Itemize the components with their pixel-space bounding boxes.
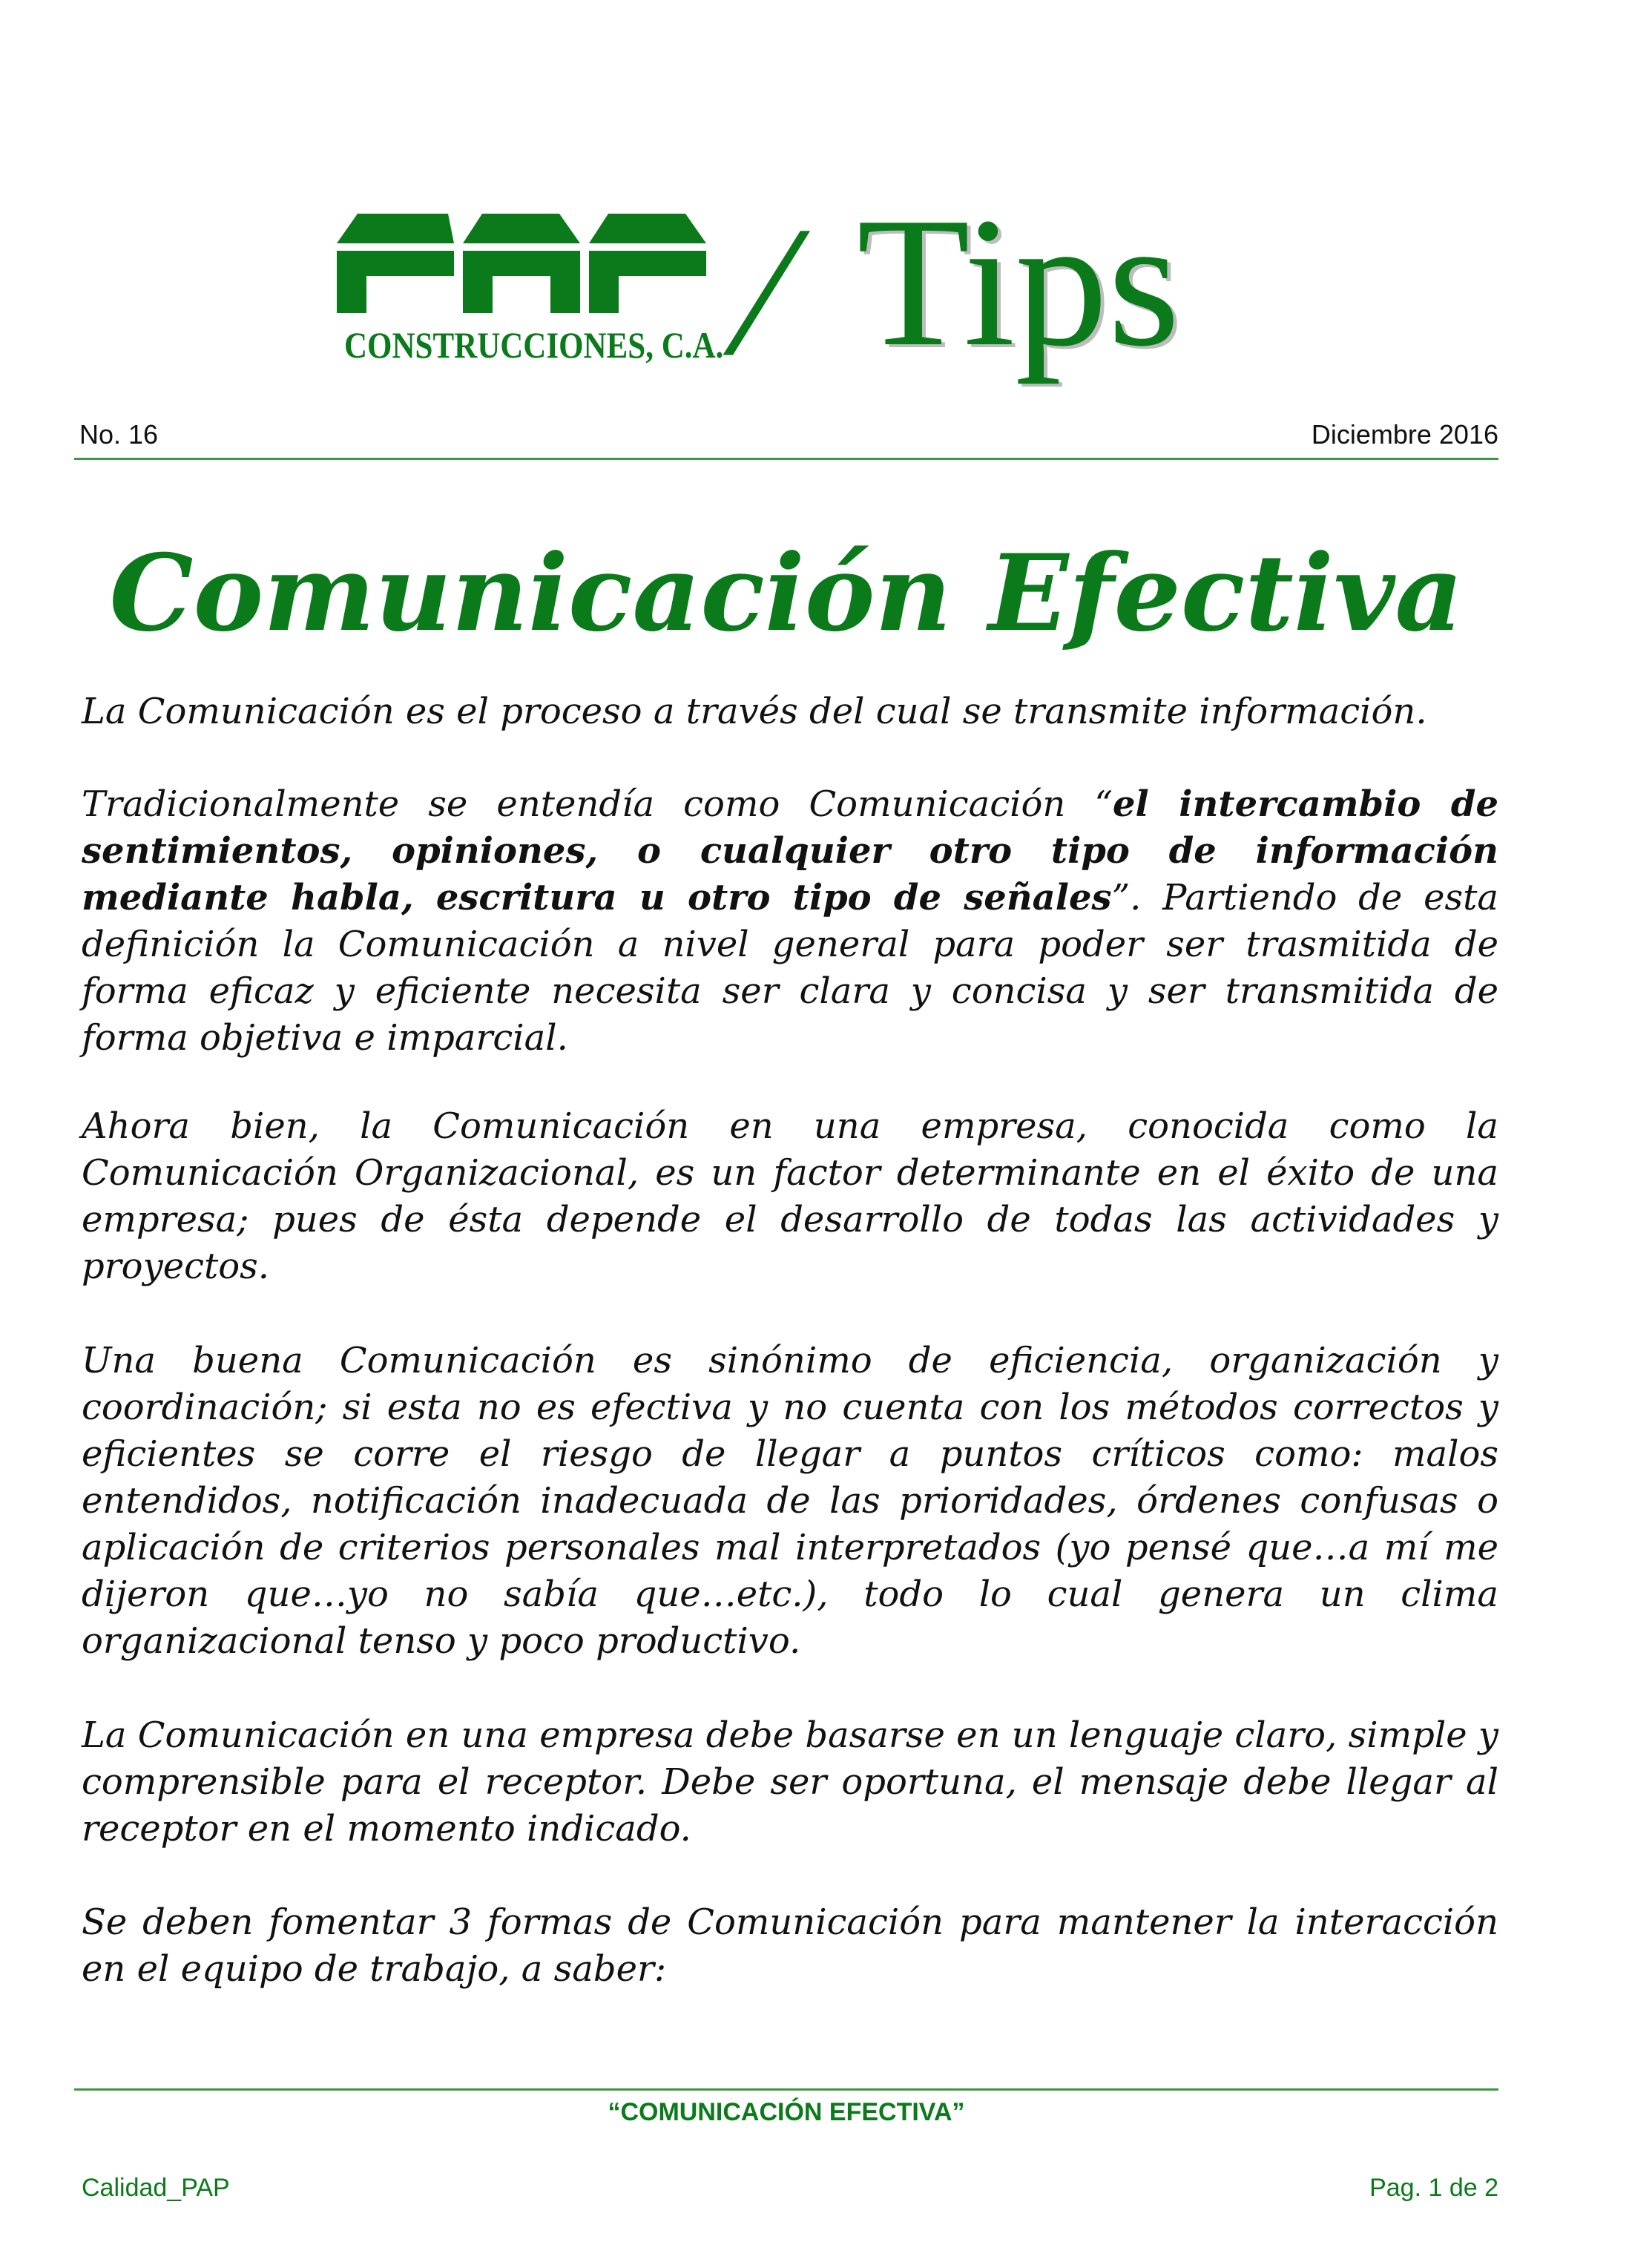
footer-divider bbox=[74, 2088, 1498, 2091]
paragraph-5: La Comunicación en una empresa debe basarse en un lenguaje claro, simple y comprensible para el receptor. Debe ser oportuna, el mensaje debe llegar al receptor en el momento indicado. bbox=[82, 1714, 1498, 1850]
paragraph-3: Ahora bien, la Comunicación en una empresa, conocida como la Comunicación Organizacional, es un factor determinante en el éxito de una empresa; pues de ésta depende el desarrollo de todas las actividades y proyectos. bbox=[82, 1105, 1498, 1287]
logo-company-name: CONSTRUCCIONES, C.A. bbox=[344, 324, 724, 366]
footer-left-label: Calidad_PAP bbox=[82, 2174, 230, 2202]
page-number: Pag. 1 de 2 bbox=[1369, 2174, 1498, 2202]
pap-logo-graphic bbox=[337, 214, 708, 318]
header-slash: / bbox=[727, 188, 801, 394]
paragraph-1: La Comunicación es el proceso a través del cual se transmite información. bbox=[82, 691, 1427, 732]
header-tips: Tips bbox=[857, 180, 1180, 385]
paragraph-2-intro: Tradicionalmente se entendía como Comunicación “ bbox=[82, 783, 1113, 825]
issue-number: No. 16 bbox=[79, 419, 159, 450]
paragraph-2-rest: ”. Partiendo de esta definición la Comunicación a nivel general para poder ser trasmitida de forma eficaz y eficiente necesita ser clara y concisa y ser transmitida de forma objetiva e imparcial. bbox=[82, 877, 1499, 1059]
page-title: Comunicación Efectiva bbox=[109, 532, 1464, 655]
issue-date: Diciembre 2016 bbox=[1311, 419, 1498, 450]
header-divider bbox=[74, 458, 1498, 460]
footer-title: “COMUNICACIÓN EFECTIVA” bbox=[608, 2098, 965, 2126]
paragraph-2-quote: el intercambio de sentimientos, opiniones, o cualquier otro tipo de información mediante habla, escritura u otro tipo de señales bbox=[82, 783, 1499, 918]
paragraph-4: Una buena Comunicación es sinónimo de eficiencia, organización y coordinación; si esta no es efectiva y no cuenta con los métodos correctos y eficientes se corre el riesgo de llegar a puntos críticos como: malos entendidos, notificación inadecuada de las prioridades, órdenes confusas o aplicación de criterios personales mal interpretados (yo pensé que…a mí me dijeron que…yo no sabía que…etc.), todo lo cual genera un clima organizacional tenso y poco productivo. bbox=[82, 1340, 1498, 1662]
paragraph-2 bbox=[82, 781, 1498, 1062]
company-logo bbox=[337, 214, 724, 373]
paragraph-6: Se deben fomentar 3 formas de Comunicación para mantener la interacción en el equipo de trabajo, a saber: bbox=[82, 1901, 1498, 1990]
